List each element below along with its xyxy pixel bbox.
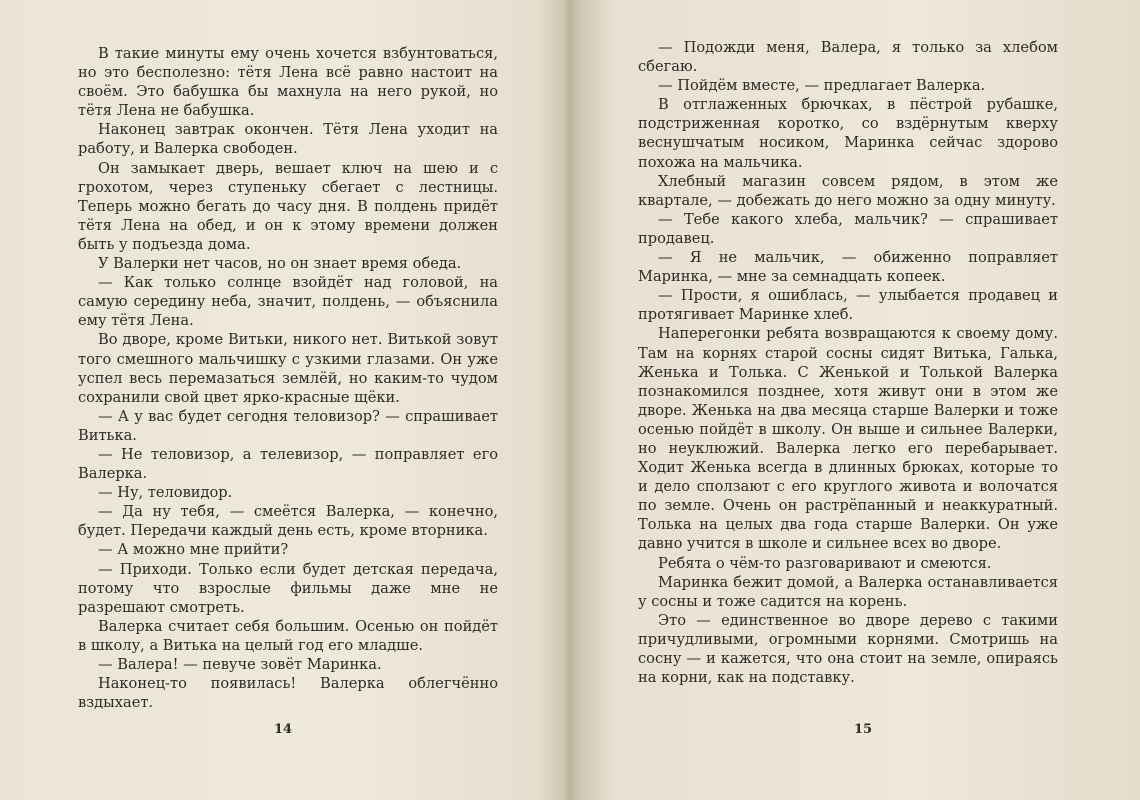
paragraph: — Подожди меня, Валера, я только за хлебом сбегаю.: [638, 39, 1058, 76]
paragraph: Наперегонки ребята возвращаются к своему дому. Там на корнях старой сосны сидят Витька, Галька, Женька и Толька. С Женькой и Толькой Валерка познакомился позднее, хотя живут они в этом же дворе. Женька на два месяца старше Валерки и тоже осенью пойдёт в школу. Он выше и сильнее Валерки, но неуклюжий. Валерка легко его перебарывает. Ходит Женька всегда в длинных брюках, которые то и дело сползают с его круглого живота и волочатся по земле. Очень он растрёпанный и неаккуратный. Толька на целых два года старше Валерки. Он уже давно учится в школе и сильнее всех во дворе.: [638, 325, 1058, 553]
paragraph: Это — единственное во дворе дерево с такими причудливыми, огромными корнями. Смотришь на сосну — и кажется, что она стоит на земле, опираясь на корни, как на подставку.: [638, 611, 1058, 687]
paragraph: — Тебе какого хлеба, мальчик? — спрашивает продавец.: [638, 210, 1058, 247]
paragraph: — Прости, я ошиблась, — улыбается продавец и протягивает Маринке хлеб.: [638, 287, 1058, 324]
paragraph: Наконец-то появилась! Валерка облегчённо вздыхает.: [78, 675, 498, 712]
paragraph: — Да ну тебя, — смеётся Валерка, — конечно, будет. Передачи каждый день есть, кроме вторника.: [78, 503, 498, 540]
paragraph: Валерка считает себя большим. Осенью он пойдёт в школу, а Витька на целый год его младше.: [78, 617, 498, 654]
paragraph: — А у вас будет сегодня теловизор? — спрашивает Витька.: [78, 407, 498, 444]
paragraph: У Валерки нет часов, но он знает время обеда.: [98, 255, 462, 273]
paragraph: В такие минуты ему очень хочется взбунтоваться, но это бесполезно: тётя Лена всё равно настоит на своём. Это бабушка бы махнула на него рукой, но тётя Лена не бабушка.: [78, 45, 498, 120]
paragraph: — Как только солнце взойдёт над головой, на самую середину неба, значит, полдень, — объяснила ему тётя Лена.: [78, 274, 498, 330]
right-page: [570, 0, 1140, 800]
paragraph: Хлебный магазин совсем рядом, в этом же квартале, — добежать до него можно за одну минуту.: [638, 172, 1058, 209]
paragraph: — Ну, теловидор.: [98, 484, 233, 502]
paragraph: Маринка бежит домой, а Валерка останавливается у сосны и тоже садится на корень.: [638, 573, 1058, 610]
paragraph: Ребята о чём-то разговаривают и смеются.: [658, 554, 992, 572]
page-number-left: 14: [274, 722, 293, 737]
paragraph: Во дворе, кроме Витьки, никого нет. Витькой зовут того смешного мальчишку с узкими глазами. Он уже успел весь перемазаться землёй, но каким-то чудом сохранили свой цвет ярко-красные щёки.: [78, 331, 498, 406]
paragraph: — Я не мальчик, — обиженно поправляет Маринка, — мне за семнадцать копеек.: [638, 249, 1058, 286]
paragraph: — Не теловизор, а телевизор, — поправляет его Валерка.: [78, 445, 498, 483]
paragraph: — Валера! — певуче зовёт Маринка.: [98, 656, 382, 673]
paragraph: — Приходи. Только если будет детская передача, потому что взрослые фильмы даже мне не разрешают смотреть.: [78, 560, 498, 616]
left-page-text: [78, 44, 498, 712]
right-page-text: [638, 38, 1058, 687]
paragraph: Он замыкает дверь, вешает ключ на шею и с грохотом, через ступеньку сбегает с лестницы. Теперь можно бегать до часу дня. В полдень придёт тётя Лена на обед, и он к этому времени должен быть у подъезда дома.: [78, 159, 498, 253]
paragraph: — А можно мне прийти?: [98, 541, 289, 559]
paragraph: Наконец завтрак окончен. Тётя Лена уходит на работу, и Валерка свободен.: [78, 121, 498, 158]
page-number-right: 15: [854, 722, 873, 737]
paragraph: В отглаженных брючках, в пёстрой рубашке, подстриженная коротко, со вздёрнутым кверху веснушчатым носиком, Маринка сейчас здорово похожа на мальчика.: [638, 96, 1058, 171]
paragraph: — Пойдём вместе, — предлагает Валерка.: [658, 77, 986, 95]
